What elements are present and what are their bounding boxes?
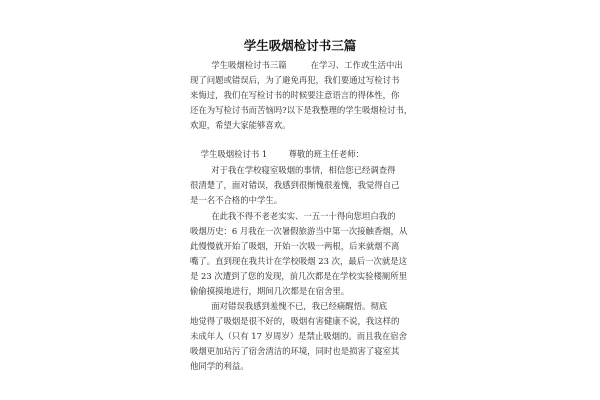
paragraph-line: 此慢慢就开始了吸烟，开始一次吸一两根，后来就烟不离 <box>190 241 400 251</box>
paragraph-line: 还在为写检讨书而苦恼吗?以下是我整理的学生吸烟检讨书， <box>190 105 413 115</box>
paragraph-line: 面对错误我感到羞愧不已，我已经痛醒悟。彻底 <box>190 301 388 311</box>
document-title: 学生吸烟检讨书三篇 <box>243 38 357 53</box>
paragraph-line: 他同学的利益。 <box>190 361 249 371</box>
paragraph-line: 是 23 次遭到了您的发现，前几次都是在学校实验楼厕所里 <box>190 271 407 281</box>
paragraph-line: 欢迎，希望大家能够喜欢。 <box>190 120 291 130</box>
paragraph-line: 来悔过，我们在写检讨书的时候要注意语言的得体性，你 <box>190 90 400 100</box>
paragraph-line: 很清楚了，面对错误，我感到很惭愧很羞愧，我觉得自己 <box>190 180 400 190</box>
paragraph-line: 吸烟更加玷污了宿舍清洁的环境，同时也是损害了寝室其 <box>190 346 400 356</box>
paragraph-line: 在此我不得不老老实实、一五一十得向您坦白我的 <box>190 211 396 221</box>
paragraph-line: 未成年人（只有 17 岁周岁）是禁止吸烟的。而且我在宿舍 <box>190 331 407 341</box>
paragraph-line: 地觉得了吸烟是很不好的，吸烟有害健康不说，我这样的 <box>190 316 400 326</box>
paragraph-line: 现了问题或错误后，为了避免再犯，我们要通过写检讨书 <box>190 75 400 85</box>
paragraph-line: 是一名不合格的中学生。 <box>190 195 283 205</box>
paragraph-line: 学生吸烟检讨书三篇 在学习、工作或生活中出 <box>190 60 403 70</box>
paragraph-line: 吸烟历史：6 月我在一次暑假旅游当中第一次接触香烟，从 <box>190 226 408 236</box>
paragraph-line: 对于我在学校寝室吸烟的事情，相信您已经调查得 <box>190 165 396 175</box>
paragraph-line: 嘴了。直到现在我共计在学校吸烟 23 次，最后一次就是这 <box>190 256 407 266</box>
paragraph-line: 学生吸烟检讨书 1 尊敬的班主任老师： <box>190 149 364 159</box>
paragraph-line: 偷偷摸摸地进行，期间几次都是在宿舍里。 <box>190 286 350 296</box>
